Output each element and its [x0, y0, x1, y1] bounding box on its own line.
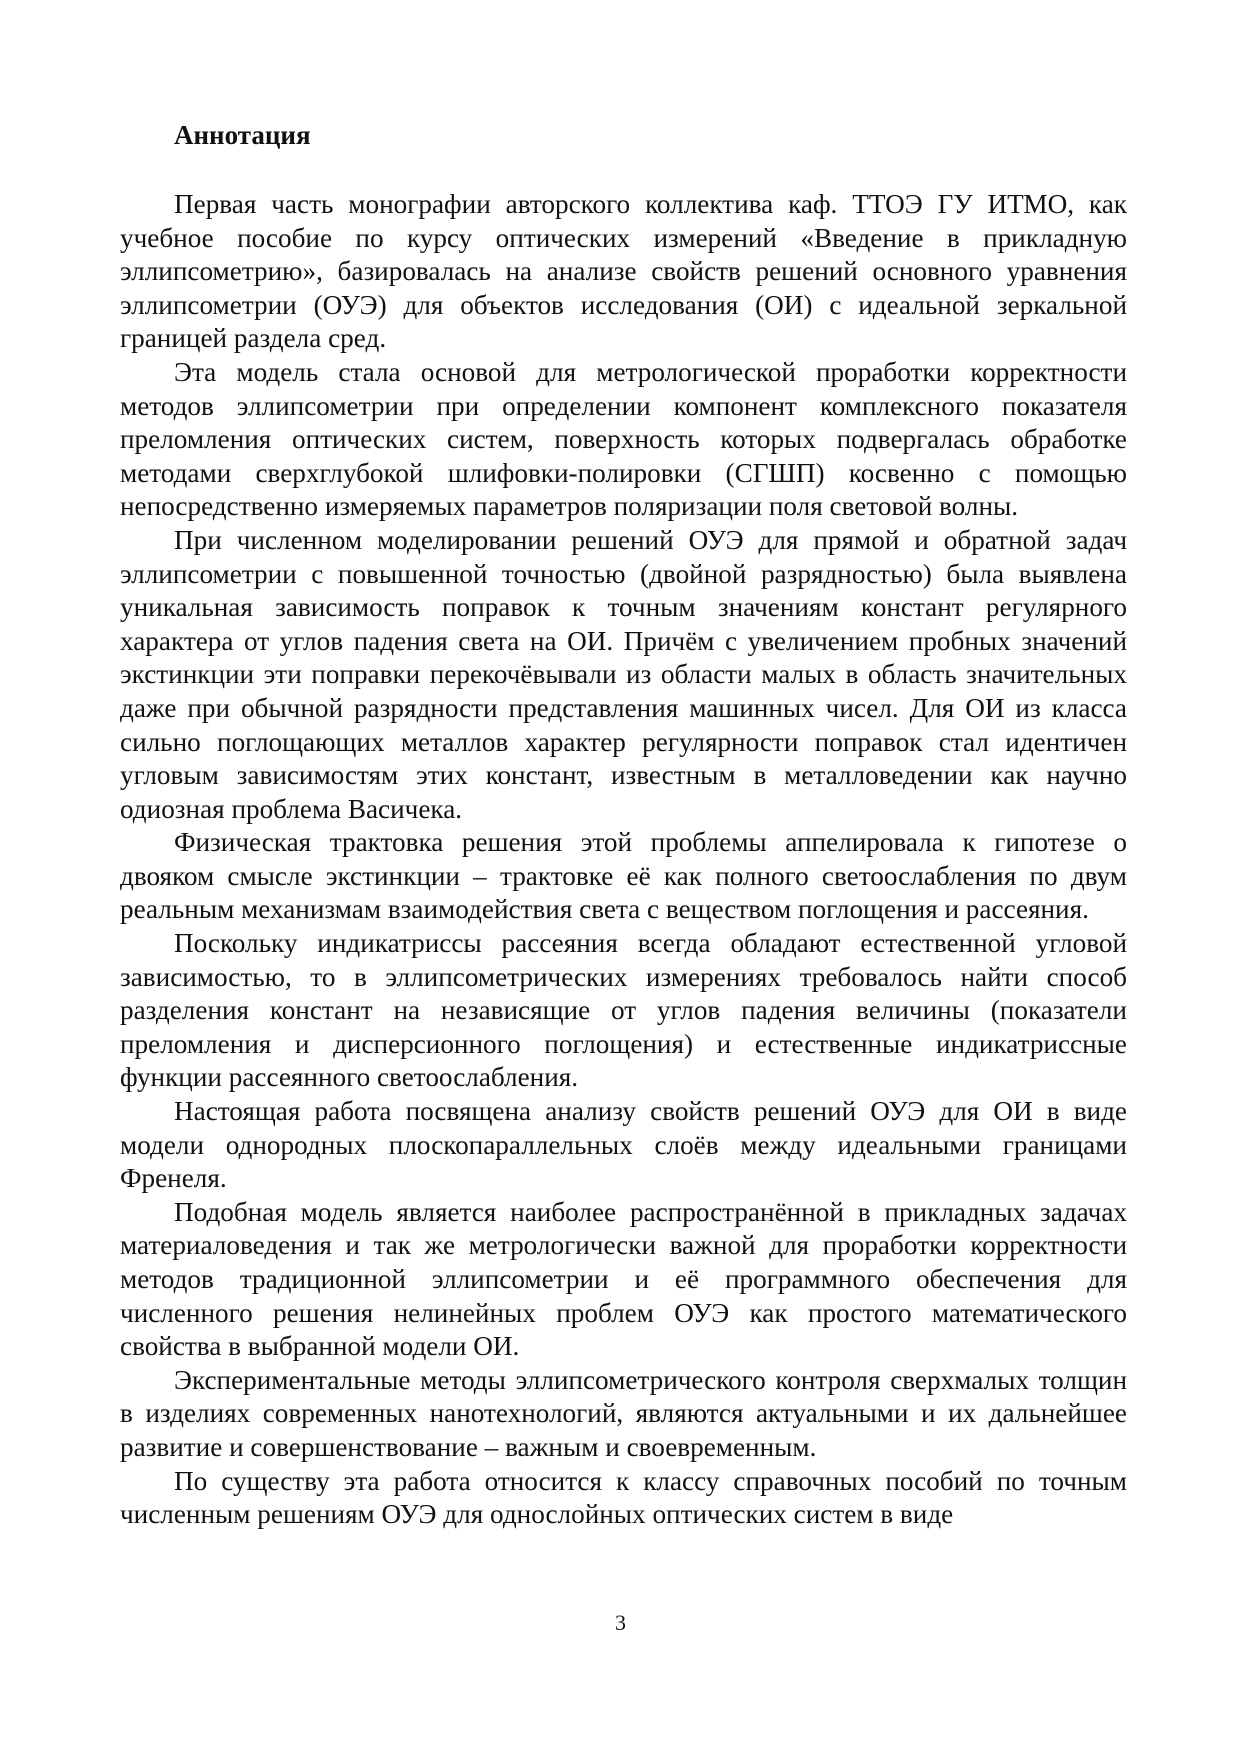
paragraph-8: Экспериментальные методы эллипсометрического контроля сверхмалых толщин в изделиях современных нанотехнологий, являются актуальными и их дальнейшее развитие и совершенствование – важным и своевременным.: [120, 1364, 1127, 1462]
paragraph-6: Настоящая работа посвящена анализу свойств решений ОУЭ для ОИ в виде модели однородных плоскопараллельных слоёв между идеальными границами Френеля.: [120, 1096, 1127, 1194]
paragraph-5: Поскольку индикатриссы рассеяния всегда обладают естественной угловой зависимостью, то в эллипсометрических измерениях требовалось найти способ разделения констант на независящие от углов падения величины (показатели преломления и дисперсионного поглощения) и естественные индикатриссные функции рассеянного светоослабления.: [120, 928, 1127, 1093]
paragraph-7: Подобная модель является наиболее распространённой в прикладных задачах материаловедения и так же метрологически важной для проработки корректности методов традиционной эллипсометрии и её программного обеспечения для численного решения нелинейных проблем ОУЭ как простого математического свойства в выбранной модели ОИ.: [120, 1196, 1127, 1362]
section-heading: Аннотация: [174, 120, 311, 150]
paragraph-1: Первая часть монографии авторского коллектива каф. ТТОЭ ГУ ИТМО, как учебное пособие по курсу оптических измерений «Введение в прикладную эллипсометрию», базировалась на анализе свойств решений основного уравнения эллипсометрии (ОУЭ) для объектов исследования (ОИ) с идеальной зеркальной границей раздела сред.: [120, 189, 1127, 354]
document-page: [120, 118, 1127, 1532]
paragraph-3: При численном моделировании решений ОУЭ для прямой и обратной задач эллипсометрии с повышенной точностью (двойной разрядностью) была выявлена уникальная зависимость поправок к точным значениям констант регулярного характера от углов падения света на ОИ. Причём с увеличением пробных значений экстинкции эти поправки перекочёвывали из области малых в область значительных даже при обычной разрядности представления машинных чисел. Для ОИ из класса сильно поглощающих металлов характер регулярности поправок стал идентичен угловым зависимостям этих констант, известным в металловедении как научно одиозная проблема Васичека.: [120, 524, 1127, 824]
paragraph-2: Эта модель стала основой для метрологической проработки корректности методов эллипсометрии при определении компонент комплексного показателя преломления оптических систем, поверхность которых подвергалась обработке методами сверхглубокой шлифовки-полировки (СГШП) косвенно с помощью непосредственно измеряемых параметров поляризации поля световой волны.: [120, 356, 1127, 522]
paragraph-4: Физическая трактовка решения этой проблемы аппелировала к гипотезе о двояком смысле экстинкции – трактовке её как полного светоослабления по двум реальным механизмам взаимодействия света с веществом поглощения и рассеяния.: [120, 827, 1127, 925]
paragraph-9: По существу эта работа относится к классу справочных пособий по точным численным решениям ОУЭ для однослойных оптических систем в виде: [120, 1465, 1127, 1530]
page-number: 3: [615, 1610, 626, 1635]
